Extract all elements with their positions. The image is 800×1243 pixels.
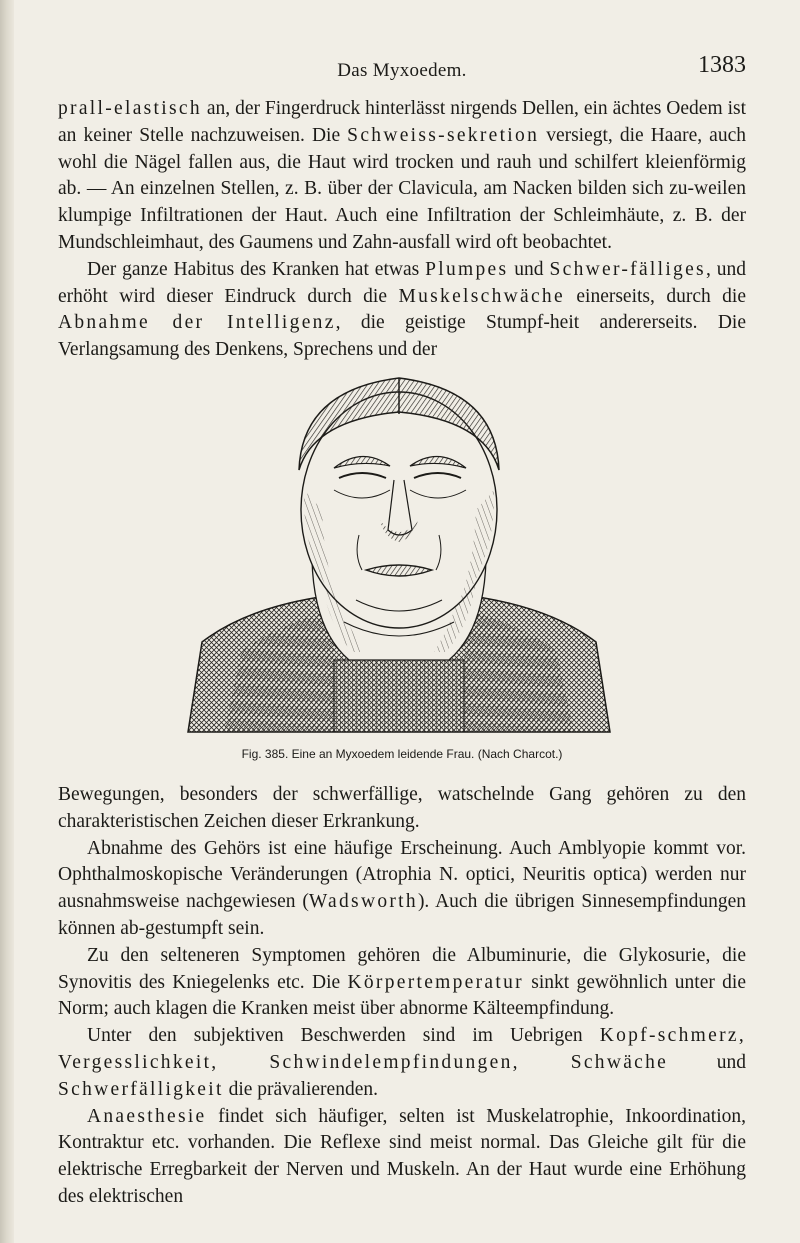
text-run: , und erhöht wird dieser Eindruck durch die bbox=[58, 258, 746, 307]
page-header bbox=[58, 52, 746, 86]
spaced-term: Abnahme der Intelligenz bbox=[58, 312, 336, 334]
spaced-term: Muskelschwäche bbox=[398, 285, 565, 307]
text-run: ). Auch die übrigen Sinnesempfindungen können ab-gestumpft sein. bbox=[58, 891, 746, 939]
text-run: einerseits, durch die bbox=[564, 285, 746, 307]
page-number: 1383 bbox=[698, 52, 746, 78]
text-block-top bbox=[58, 96, 746, 364]
paragraph bbox=[58, 257, 746, 364]
spaced-term: Schweiss-sekretion bbox=[347, 124, 540, 146]
text-run: sinkt gewöhnlich unter die Norm; auch klagen die Kranken meist über abnorme Kälteempfindung. bbox=[58, 971, 746, 1020]
spaced-term: Wadsworth bbox=[308, 891, 418, 913]
figure-caption: Fig. 385. Eine an Myxoedem leidende Frau. (Nach Charcot.) bbox=[241, 747, 563, 761]
book-spine-shadow bbox=[0, 0, 14, 1243]
paragraph: Bewegungen, besonders der schwerfällige, watschelnde Gang gehören zu den charakteristischen Zeichen dieser Erkrankung. bbox=[58, 784, 746, 832]
paragraph bbox=[58, 943, 746, 1023]
figure-engraving bbox=[184, 360, 614, 740]
spaced-term: Plumpes bbox=[425, 258, 509, 280]
paragraph bbox=[58, 1023, 746, 1103]
woman-portrait-illustration bbox=[184, 360, 614, 740]
spaced-term: Schwerfälligkeit bbox=[58, 1078, 224, 1100]
paragraph bbox=[58, 1104, 746, 1211]
text-run: und bbox=[508, 258, 550, 280]
spaced-term: Kopf-schmerz, Vergesslichkeit, Schwindelempfindungen, Schwäche bbox=[58, 1025, 746, 1073]
text-run: Der ganze Habitus des Kranken hat etwas bbox=[87, 258, 426, 280]
text-block-bottom bbox=[58, 782, 746, 1211]
paragraph bbox=[58, 836, 746, 943]
running-title: Das Myxoedem. bbox=[337, 60, 467, 81]
paragraph bbox=[58, 96, 746, 257]
text-run: und bbox=[668, 1051, 746, 1073]
text-run: Zu den selteneren Symptomen gehören die Albuminurie, die Glykosurie, die Synovitis des Kniegelenks etc. Die bbox=[58, 944, 746, 993]
spaced-term: Anaesthesie bbox=[87, 1105, 207, 1127]
text-run: , die geistige Stumpf-heit andererseits. Die Verlangsamung des Denkens, Sprechens und der bbox=[58, 312, 746, 361]
text-run: findet sich häufiger, selten ist Muskelatrophie, Inkoordination, Kontraktur etc. vorhanden. Die Reflexe sind meist normal. Das Gleiche gilt für die elektrische Erregbarkeit der Nerven und Muskeln. An der Haut wurde eine Erhöhung des elektrischen bbox=[58, 1105, 746, 1207]
spaced-term: prall-elastisch bbox=[58, 98, 202, 119]
spaced-term: Körpertemperatur bbox=[347, 971, 524, 993]
text-run: Unter den subjektiven Beschwerden sind im Uebrigen bbox=[87, 1025, 600, 1047]
text-run: an, der Fingerdruck hinterlässt nirgends Dellen, ein ächtes Oedem ist an keiner Stelle nachzuweisen. Die bbox=[58, 98, 746, 146]
text-run: die prävalierenden. bbox=[223, 1078, 378, 1100]
collar-panel bbox=[334, 660, 464, 732]
text-run: Abnahme des Gehörs ist eine häufige Erscheinung. Auch Amblyopie kommt vor. Ophthalmoskopische Veränderungen (Atrophia N. optici, Neuritis optica) werden nur ausnahmsweise nachgewiesen ( bbox=[58, 837, 746, 913]
text-run: versiegt, die Haare, auch wohl die Nägel fallen aus, die Haut wird trocken und rauh und schilfert kleienförmig ab. — An einzelnen Stellen, z. B. über der Clavicula, am Nacken bilden sich zu-weilen klumpige Infiltrationen der Haut. Auch eine Infiltration der Schleimhäute, z. B. der Mundschleimhaut, des Gaumens und Zahn-ausfall wird oft beobachtet. bbox=[58, 124, 746, 253]
spaced-term: Schwer-fälliges bbox=[549, 258, 706, 280]
